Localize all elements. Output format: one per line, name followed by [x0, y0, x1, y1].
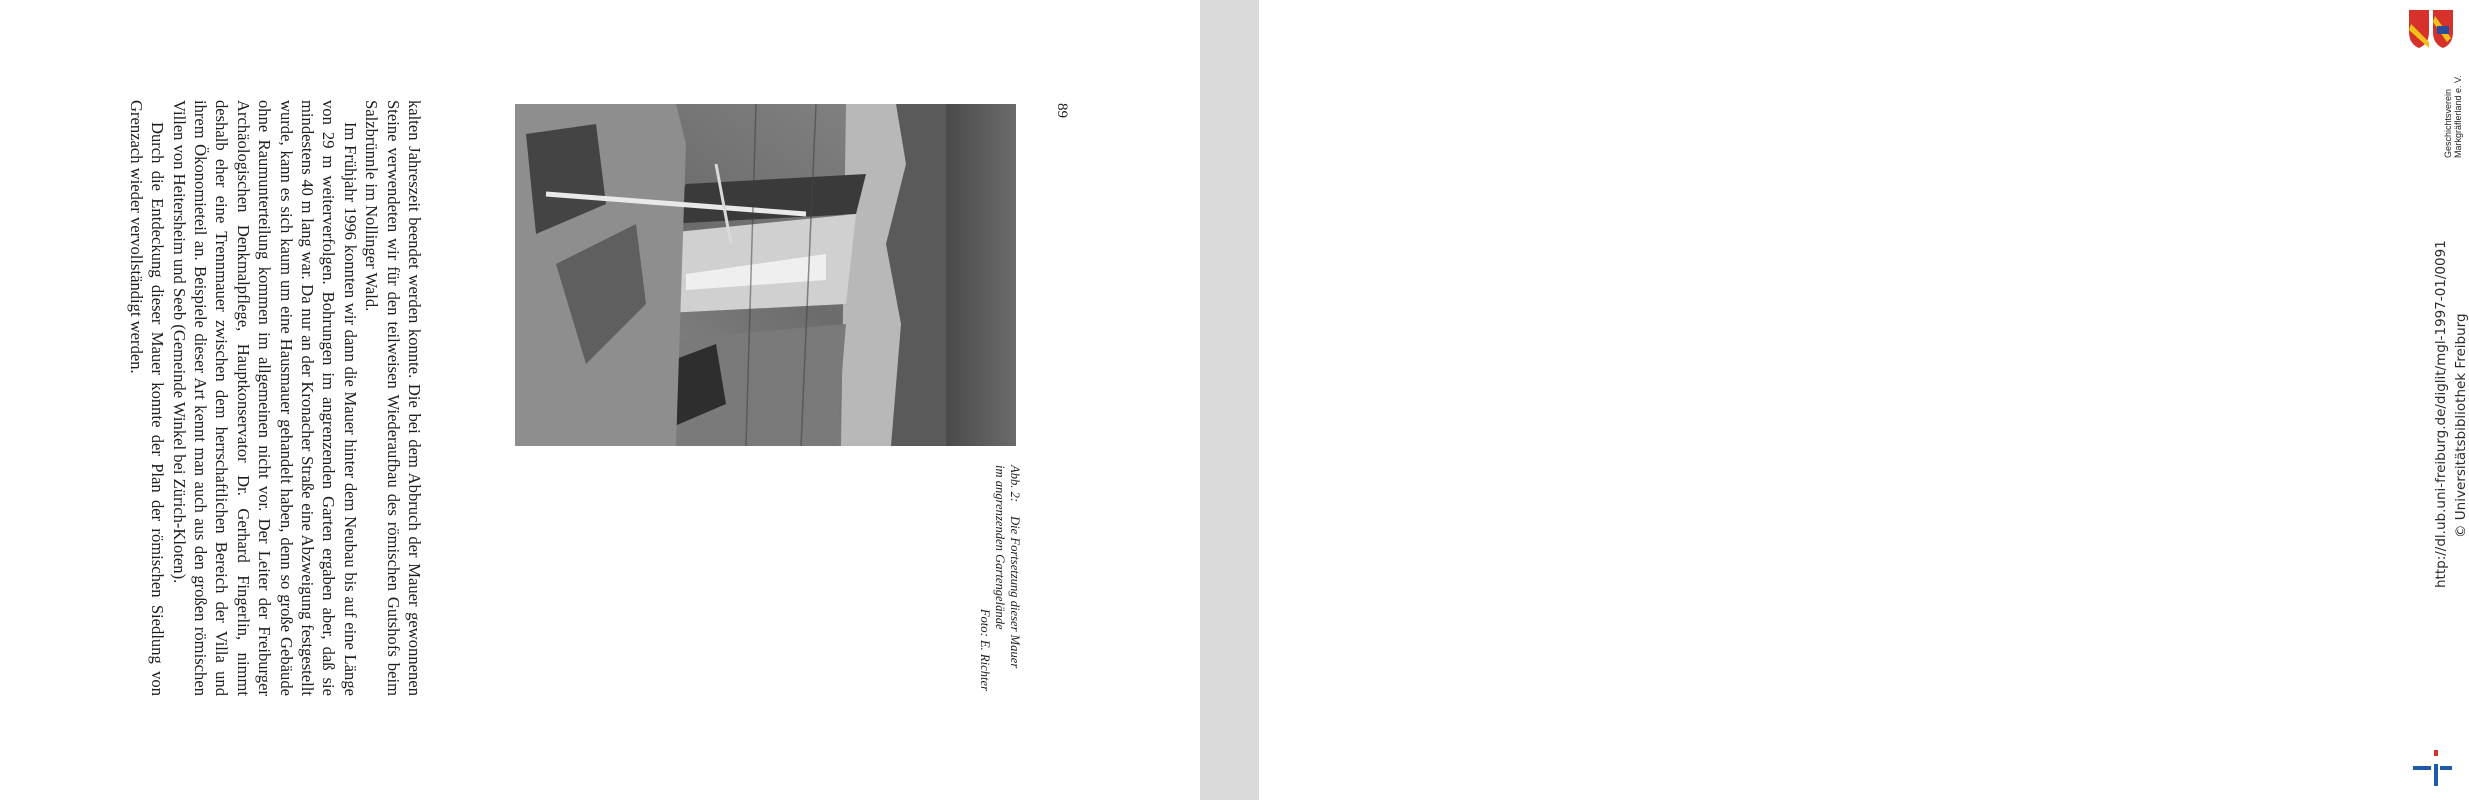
society-name: Geschichtsverein Markgräflerland e. V.	[2443, 75, 2463, 158]
paragraph: Durch die Entdeckung dieser Mauer konnte der Plan der römischen Siedlung von Grenzach wieder vervollständigt werden.	[126, 100, 168, 696]
paragraph: kalten Jahreszeit beendet werden konnte. Die bei dem Abbruch der Mauer gewonnenen Steine verwendeten wir für den teilweisen Wiederaufbau des römischen Gutshofs beim Salzbrünnle im Nollinger Wald.	[362, 100, 424, 696]
page-number: 89	[1054, 103, 1070, 118]
paragraph: Im Frühjahr 1996 konnten wir dann die Mauer hinter dem Neubau bis auf eine Länge von 29 m weiterverfolgen. Bohrungen im angrenzenden Garten ergaben aber, daß sie mindestens 40 m lang war. Da nur an der Kronacher Straße eine Abzweigung festgestellt wurde, kann es sich kaum um eine Hausmauer gehandelt haben, denn so große Gebäude ohne Raumunterteilung kommen im allgemeinen nicht vor. Der Leiter der Freiburger Archäologischen Denkmalpflege, Hauptkonservator Dr. Gerhard Fingerlin, nimmt deshalb eher eine Trennmauer zwischen dem herrschaftlichen Bereich der Villa und ihrem Ökonomieteil an. Beispiele dieser Art kennt man auch aus den großen römischen Villen von Heitersheim und Seeb (Gemeinde Winkel bei Zürich-Kloten).	[169, 100, 360, 696]
caption-label: Abb. 2:	[1008, 465, 1022, 503]
photo-credit: Foto: E. Richter	[978, 608, 992, 691]
caption-line: im angrenzenden Gartengelände	[993, 465, 1007, 630]
document-page	[0, 0, 1200, 800]
coat-of-arms-logo	[2407, 8, 2455, 50]
copyright-notice: © Universitätsbibliothek Freiburg	[2453, 313, 2469, 538]
excavation-photo	[515, 104, 1016, 446]
document-url-link[interactable]: http://dl.ub.uni-freiburg.de/diglit/mgl-1997-01/0091	[2433, 240, 2449, 588]
figure-caption	[972, 465, 1022, 695]
university-library-logo	[2410, 748, 2454, 788]
caption-line: Die Fortsetzung dieser Mauer	[1008, 516, 1022, 669]
body-text	[100, 100, 425, 696]
sidebar	[1200, 0, 2469, 800]
